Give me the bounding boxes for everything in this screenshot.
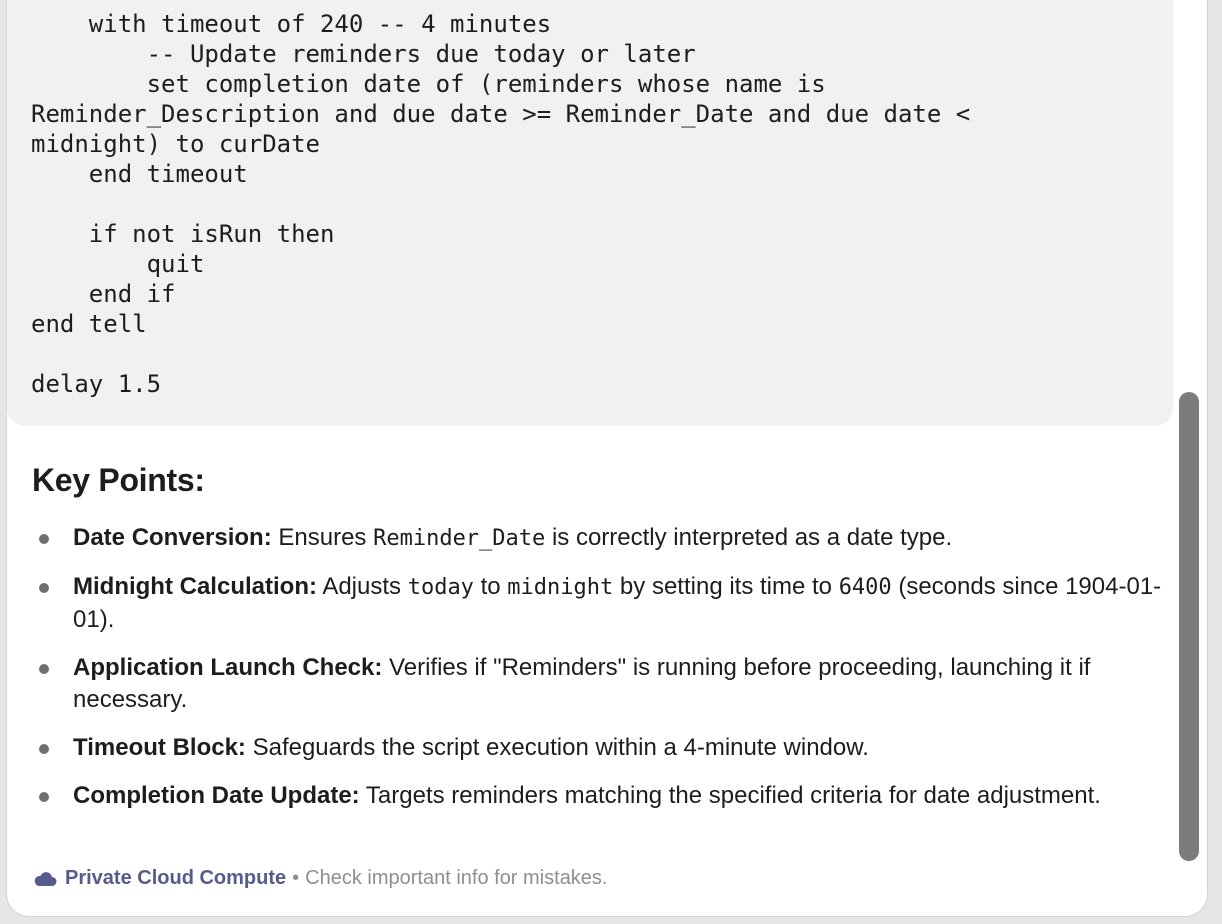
list-item [7, 780, 1167, 812]
bullet-icon [39, 583, 49, 593]
footer-disclaimer: Check important info for mistakes. [305, 867, 608, 889]
inline-code: 6400 [838, 575, 892, 600]
list-item [7, 732, 1167, 764]
point-text: Adjusts [316, 573, 408, 600]
point-title: Application Launch Check: [73, 654, 383, 681]
point-title: Midnight Calculation: [73, 573, 317, 600]
scrollbar-thumb[interactable] [1179, 392, 1199, 861]
inline-code: midnight [507, 575, 614, 600]
point-title: Date Conversion: [73, 524, 272, 551]
inline-code: Reminder_Date [373, 526, 546, 551]
point-text: Targets reminders matching the specified criteria for date adjustment. [359, 782, 1101, 809]
code-block [7, 0, 1173, 426]
list-item [7, 652, 1167, 716]
footer-separator: • [292, 867, 300, 889]
bullet-icon [39, 792, 49, 802]
inline-code: today [407, 575, 474, 600]
bullet-icon [39, 534, 49, 544]
key-points-list [7, 522, 1167, 828]
key-points-heading: Key Points: [32, 462, 205, 498]
point-text: to [473, 573, 508, 600]
cloud-icon [33, 871, 57, 887]
bullet-icon [39, 744, 49, 754]
point-text: Safeguards the script execution within a 4-minute window. [245, 734, 869, 761]
response-panel [7, 0, 1207, 916]
point-text: by setting its time to [613, 573, 839, 600]
point-title: Timeout Block: [73, 734, 246, 761]
point-text: (seconds since 1904-01-01). [73, 573, 1162, 633]
list-item [7, 571, 1167, 636]
list-item [7, 522, 1167, 555]
point-title: Completion Date Update: [73, 782, 360, 809]
bullet-icon [39, 664, 49, 674]
code-text: with timeout of 240 -- 4 minutes -- Update reminders due today or later set completion date of (reminders whose name is Reminder_Description and due date >= Reminder_Date and due date < midnight) to curDate end timeout if not isRun then quit end if end tell delay 1.5 [31, 10, 971, 398]
private-cloud-compute-link[interactable]: Private Cloud Compute [65, 867, 287, 889]
point-text: is correctly interpreted as a date type. [545, 524, 953, 551]
point-text: Ensures [271, 524, 374, 551]
point-text: Verifies if "Reminders" is running before proceeding, launching it if necessary. [73, 654, 1091, 713]
footer [33, 867, 608, 890]
